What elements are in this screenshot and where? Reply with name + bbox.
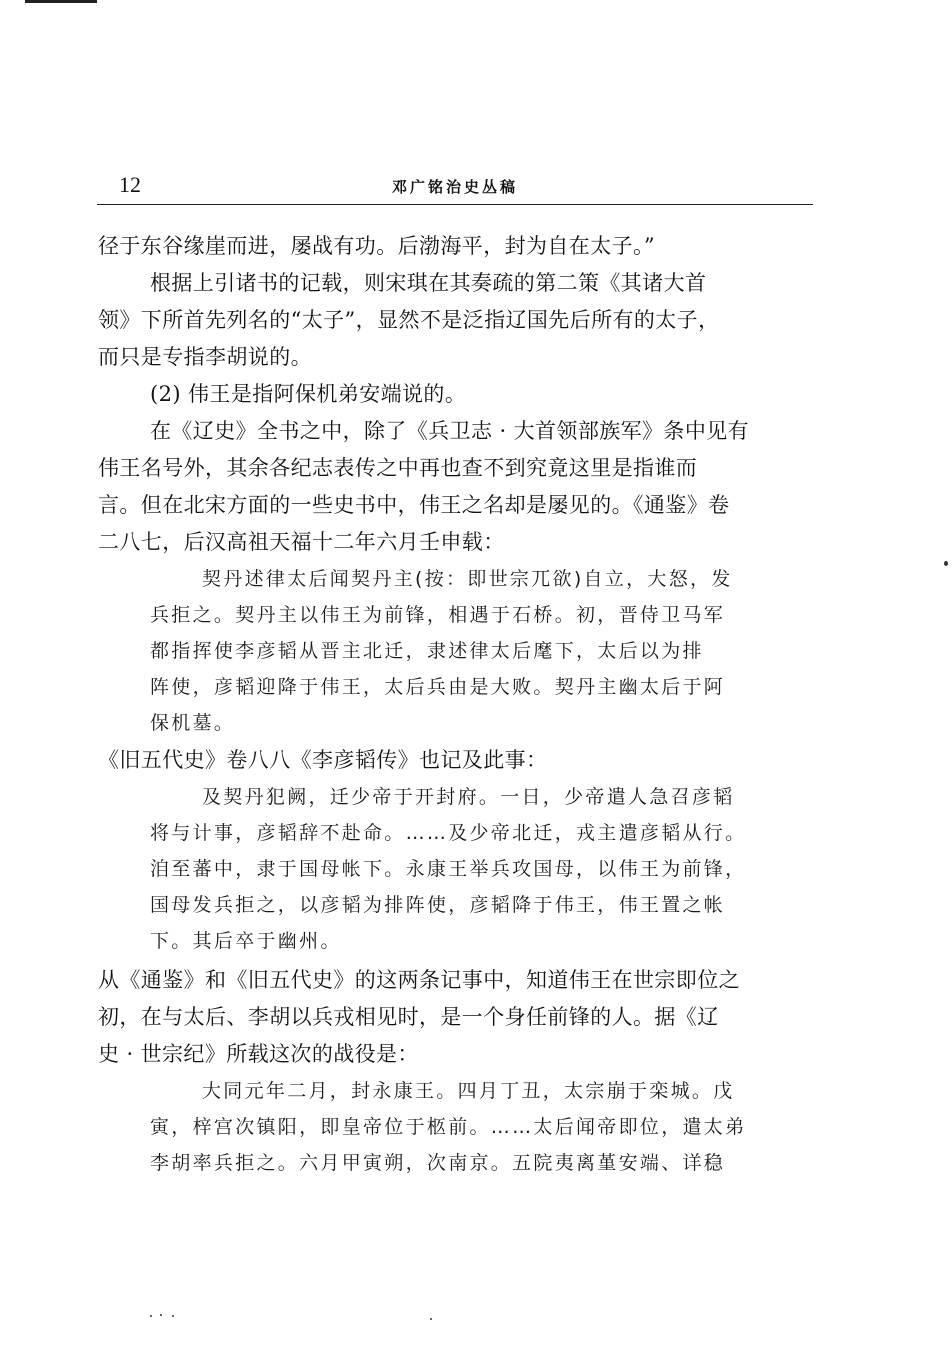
quote-line: 寅，梓宫次镇阳，即皇帝位于柩前。……太后闻帝即位，遣太弟 [150,1116,747,1138]
quote-line: 下。其后卒于幽州。 [150,930,342,952]
page-header [97,166,813,206]
scan-speck [160,1314,162,1316]
quote-line: 大同元年二月，封永康王。四月丁丑，太宗崩于栾城。戊 [202,1080,735,1102]
text-line: 根据上引诸书的记载，则宋琪在其奏疏的第二策《其诸大首 [150,271,707,295]
quote-line: 阵使，彦韬迎降于伟王，太后兵由是大败。契丹主幽太后于阿 [150,676,726,698]
text-line: 史 · 世宗纪》所载这次的战役是： [98,1042,419,1066]
text-line: 在《辽史》全书之中，除了《兵卫志 · 大首领部族军》条中见有 [150,419,750,443]
quote-line: 洎至蕃中，隶于国母帐下。永康王举兵攻国母，以伟王为前锋， [150,858,747,880]
text-line: 径于东谷缘崖而进，屡战有功。后渤海平，封为自在太子。” [98,234,656,258]
text-line: 初，在与太后、李胡以兵戎相见时，是一个身任前锋的人。据《辽 [98,1005,719,1029]
text-line: 而只是专指李胡说的。 [98,345,312,369]
quote-line: 保机墓。 [150,712,236,734]
quote-line: 国母发兵拒之，以彦韬为排阵使，彦韬降于伟王，伟王置之帐 [150,894,726,916]
scan-speck [150,1315,152,1317]
scan-speck [172,1315,174,1317]
scan-speck [430,1318,432,1320]
quote-line: 契丹述律太后闻契丹主(按：即世宗兀欲)自立，大怒，发 [202,568,733,590]
quote-line: 及契丹犯阙，迁少帝于开封府。一日，少帝遣人急召彦韬 [202,786,735,808]
text-line: (2) 伟王是指阿保机弟安端说的。 [150,382,467,406]
quote-line: 兵拒之。契丹主以伟王为前锋，相遇于石桥。初，晋侍卫马军 [150,604,726,626]
text-line: 《旧五代史》卷八八《李彦韬传》也记及此事： [98,748,548,772]
scan-edge-mark [25,0,97,3]
quote-line: 都指挥使李彦韬从晋主北迁，隶述律太后麾下，太后以为排 [150,640,704,662]
text-line: 伟王名号外，其余各纪志表传之中再也查不到究竟这里是指谁而 [98,456,698,480]
scan-speck [944,561,948,566]
quote-line: 将与计事，彦韬辞不赴命。……及少帝北迁，戎主遣彦韬从行。 [150,822,747,844]
page-number: 12 [119,172,141,197]
header-rule [97,204,813,205]
text-line: 言。但在北宋方面的一些史书中，伟王之名却是屡见的。《通鉴》卷 [98,493,730,517]
quote-line: 李胡率兵拒之。六月甲寅朔，次南京。五院夷离堇安端、详稳 [150,1152,726,1174]
running-title: 邓广铭治史丛稿 [391,178,518,196]
text-line: 从《通鉴》和《旧五代史》的这两条记事中，知道伟王在世宗即位之 [98,968,740,992]
text-line: 领》下所首先列名的“太子”，显然不是泛指辽国先后所有的太子， [98,308,720,332]
text-line: 二八七，后汉高祖天福十二年六月壬申载： [98,530,505,554]
